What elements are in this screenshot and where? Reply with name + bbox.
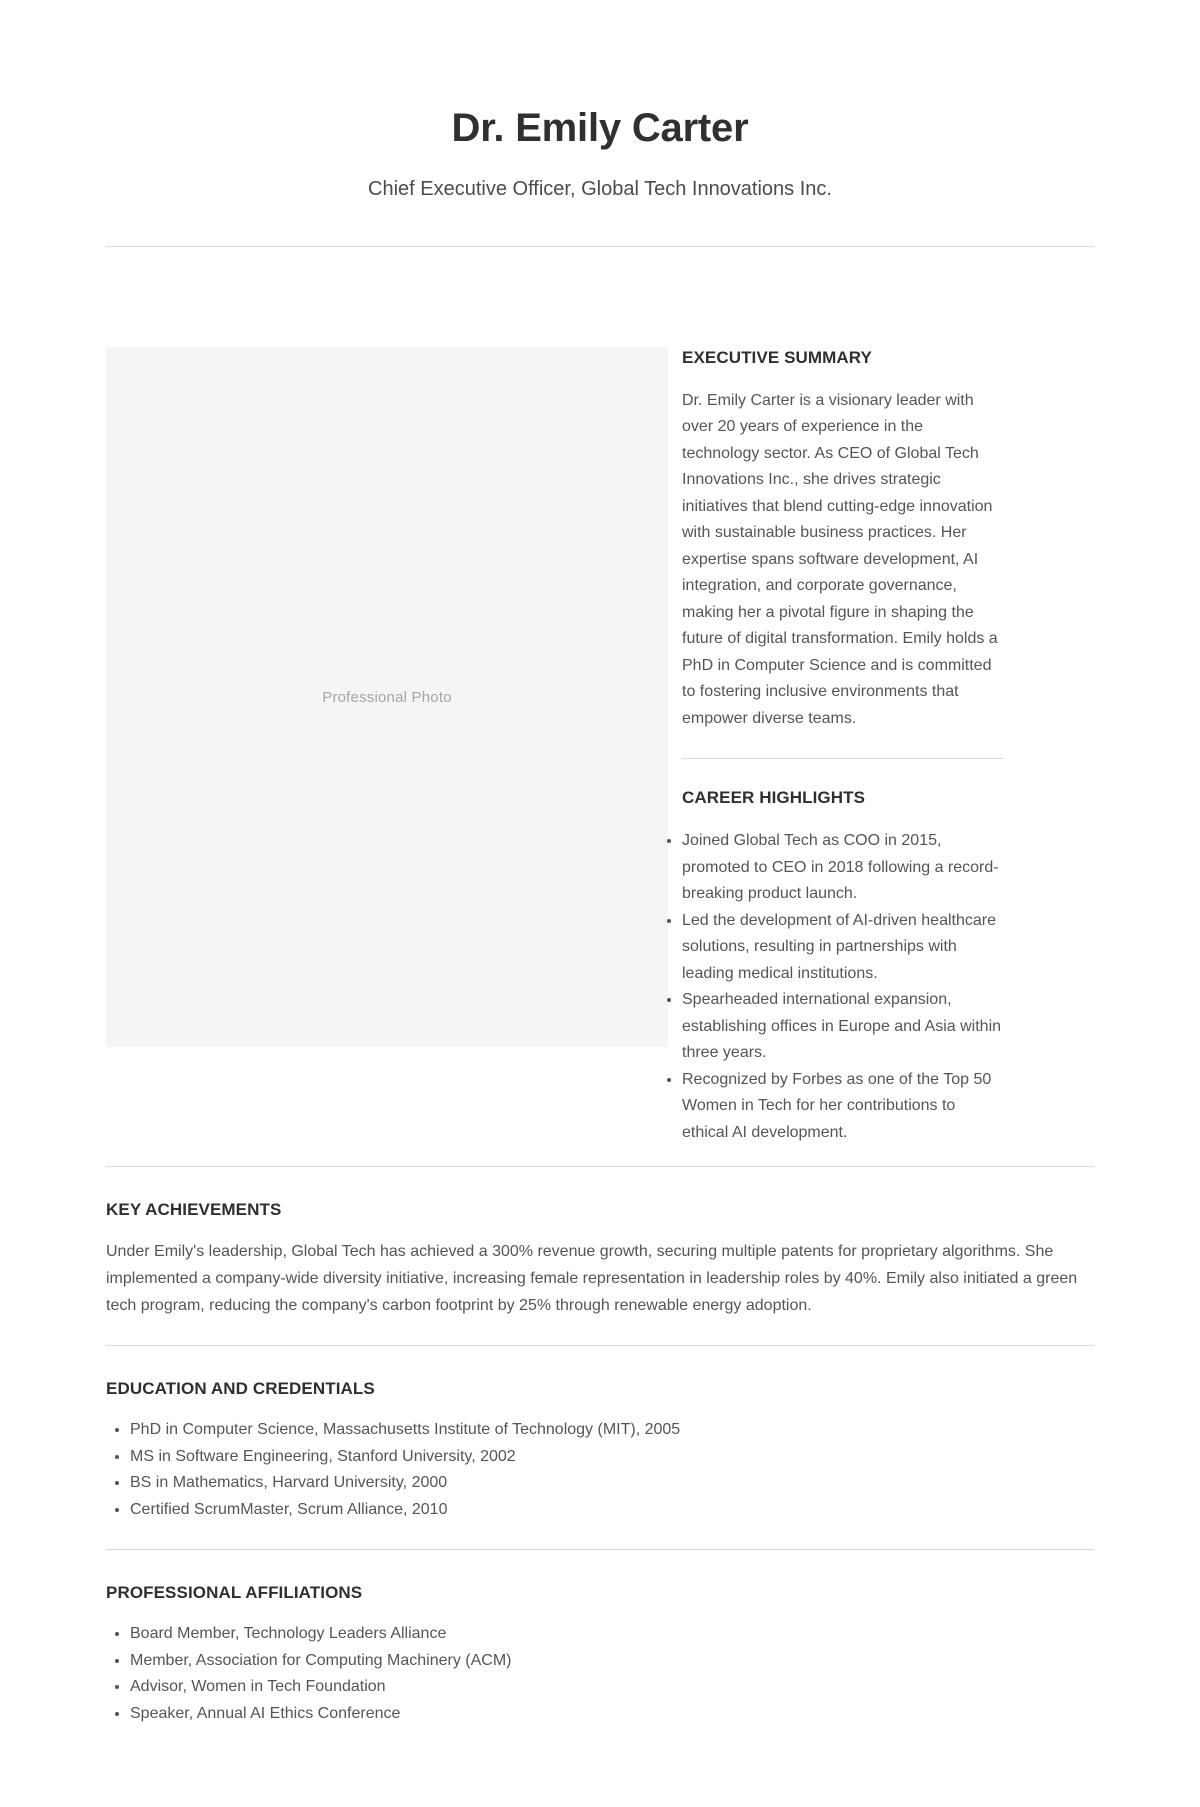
career-highlights-list <box>682 828 1004 1146</box>
affiliations-section <box>106 1582 1094 1727</box>
right-column <box>682 347 1004 1146</box>
affiliations-list <box>106 1621 1094 1727</box>
executive-summary-heading: EXECUTIVE SUMMARY <box>682 348 872 367</box>
career-highlights-section <box>682 759 1004 1146</box>
list-item: • BS in Mathematics, Harvard University, 2000 <box>130 1470 1094 1497</box>
photo-placeholder <box>106 347 668 1047</box>
list-item: • Joined Global Tech as COO in 2015, promoted to CEO in 2018 following a record-breaking product launch. <box>682 828 1004 908</box>
executive-summary-section <box>682 347 1004 759</box>
affiliations-heading: PROFESSIONAL AFFILIATIONS <box>106 1583 363 1603</box>
education-section <box>106 1378 1094 1523</box>
photo-and-summary-columns <box>106 347 1094 1146</box>
document-header <box>106 104 1094 202</box>
list-item: • Board Member, Technology Leaders Alliance <box>130 1621 1094 1648</box>
list-item: • Speaker, Annual AI Ethics Conference <box>130 1701 1094 1728</box>
divider <box>106 1549 1094 1550</box>
list-item: • Spearheaded international expansion, establishing offices in Europe and Asia within three years. <box>682 987 1004 1067</box>
education-heading: EDUCATION AND CREDENTIALS <box>106 1379 375 1399</box>
key-achievements-text: Under Emily's leadership, Global Tech has achieved a 300% revenue growth, securing multiple patents for proprietary algorithms. She implemented a company-wide diversity initiative, increasing female representation in leadership roles by 40%. Emily also initiated a green tech program, reducing the company's carbon footprint by 25% through renewable energy adoption. <box>106 1243 1078 1315</box>
list-item: • Certified ScrumMaster, Scrum Alliance, 2010 <box>130 1497 1094 1524</box>
list-item: • Advisor, Women in Tech Foundation <box>130 1674 1094 1701</box>
education-list <box>106 1417 1094 1523</box>
career-highlights-heading: CAREER HIGHLIGHTS <box>682 788 866 808</box>
executive-summary-text: Dr. Emily Carter is a visionary leader with over 20 years of experience in the technology sector. As CEO of Global Tech Innovations Inc., she drives strategic initiatives that blend cutting-edge innovation with sustainable business practices. Her expertise spans software development, AI integration, and corporate governance, making her a pivotal figure in shaping the future of digital transformation. Emily holds a PhD in Computer Science and is committed to fostering inclusive environments that empower diverse teams. <box>682 391 998 727</box>
divider <box>106 1166 1094 1167</box>
list-item: • MS in Software Engineering, Stanford University, 2002 <box>130 1444 1094 1471</box>
photo-placeholder-label: Professional Photo <box>322 688 452 706</box>
person-name: Dr. Emily Carter <box>451 106 749 150</box>
list-item: • PhD in Computer Science, Massachusetts Institute of Technology (MIT), 2005 <box>130 1417 1094 1444</box>
key-achievements-heading: KEY ACHIEVEMENTS <box>106 1200 282 1220</box>
divider <box>106 1345 1094 1346</box>
list-item: • Led the development of AI-driven healthcare solutions, resulting in partnerships with leading medical institutions. <box>682 908 1004 988</box>
person-job-title: Chief Executive Officer, Global Tech Innovations Inc. <box>368 178 832 200</box>
divider <box>106 246 1094 247</box>
list-item: • Member, Association for Computing Machinery (ACM) <box>130 1648 1094 1675</box>
key-achievements-section <box>106 1199 1094 1319</box>
list-item: • Recognized by Forbes as one of the Top 50 Women in Tech for her contributions to ethical AI development. <box>682 1067 1004 1147</box>
